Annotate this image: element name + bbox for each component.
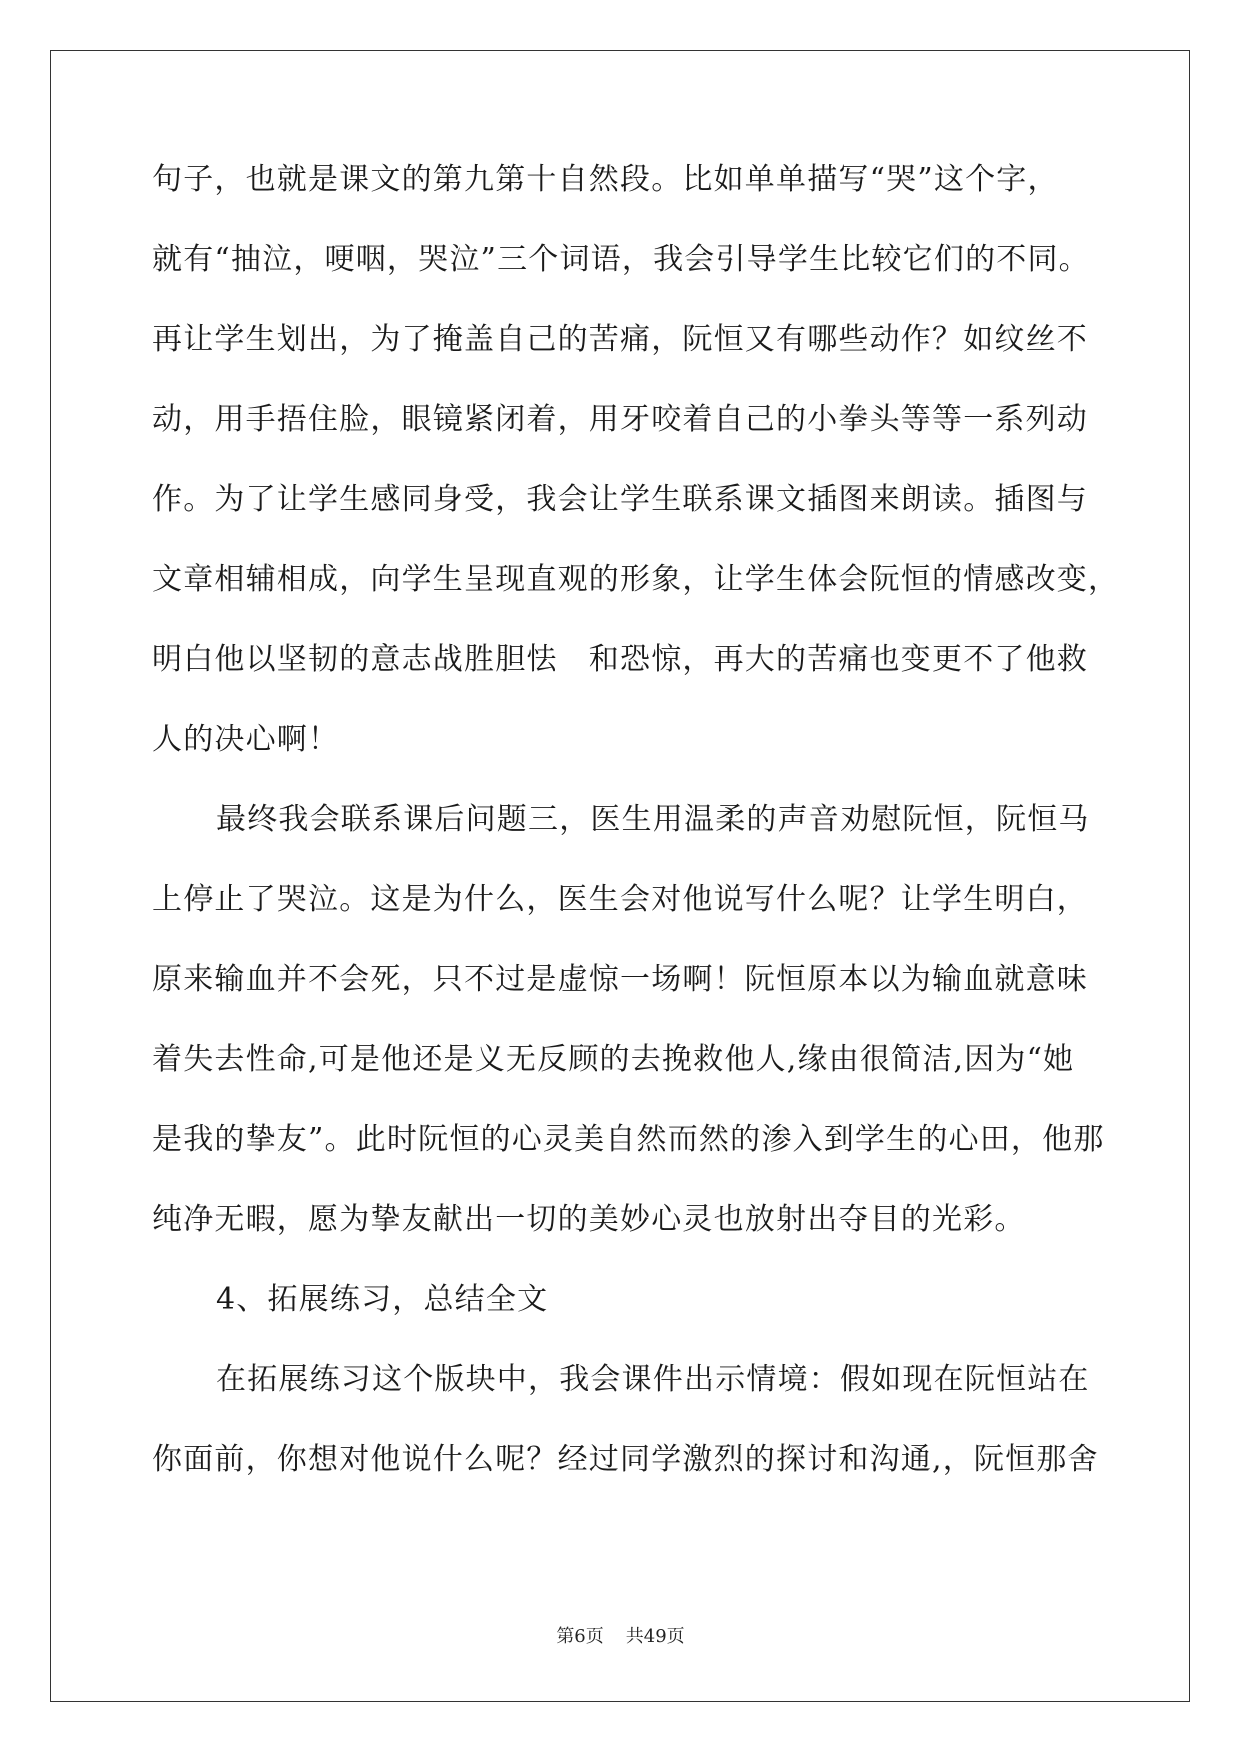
text-line: 就有“抽泣，哽咽，哭泣”三个词语，我会引导学生比较它们的不同。	[152, 242, 1090, 277]
page-footer	[0, 1622, 1241, 1648]
document-body	[152, 162, 1120, 1522]
text-line: 动，用手捂住脸，眼镜紧闭着，用牙咬着自己的小拳头等等一系列动	[152, 402, 1088, 437]
text-line: 文章相辅相成，向学生呈现直观的形象，让学生体会阮恒的情感改变，	[152, 562, 1120, 597]
text-line: 人的决心啊！	[152, 722, 340, 757]
text-line: 再让学生划出，为了掩盖自己的苦痛，阮恒又有哪些动作？如纹丝不	[152, 322, 1088, 357]
paragraph-start-line: 最终我会联系课后问题三，医生用温柔的声音劝慰阮恒，阮恒马	[216, 802, 1090, 837]
text-line: 你面前，你想对他说什么呢？经过同学激烈的探讨和沟通,，阮恒那舍	[152, 1442, 1099, 1477]
text-line: 是我的挚友”。此时阮恒的心灵美自然而然的渗入到学生的心田，他那	[152, 1122, 1105, 1157]
text-line: 纯净无暇，愿为挚友献出一切的美妙心灵也放射出夺目的光彩。	[152, 1202, 1026, 1237]
text-line: 原来输血并不会死，只不过是虚惊一场啊！阮恒原本以为输血就意味	[152, 962, 1088, 997]
text-line: 作。为了让学生感同身受，我会让学生联系课文插图来朗读。插图与	[152, 482, 1088, 517]
text-line: 着失去性命,可是他还是义无反顾的去挽救他人,缘由很简洁,因为“她	[152, 1042, 1075, 1077]
text-line: 句子，也就是课文的第九第十自然段。比如单单描写“哭”这个字，	[152, 162, 1059, 197]
text-line: 明白他以坚韧的意志战胜胆怯 和恐惊，再大的苦痛也变更不了他救	[152, 642, 1088, 677]
section-heading: 4、拓展练习，总结全文	[216, 1282, 549, 1317]
page-number: 第6页	[556, 1626, 604, 1647]
paragraph-start-line: 在拓展练习这个版块中，我会课件出示情境：假如现在阮恒站在	[216, 1362, 1090, 1397]
page-total: 共49页	[625, 1626, 685, 1647]
text-line: 上停止了哭泣。这是为什么，医生会对他说写什么呢？让学生明白，	[152, 882, 1088, 917]
